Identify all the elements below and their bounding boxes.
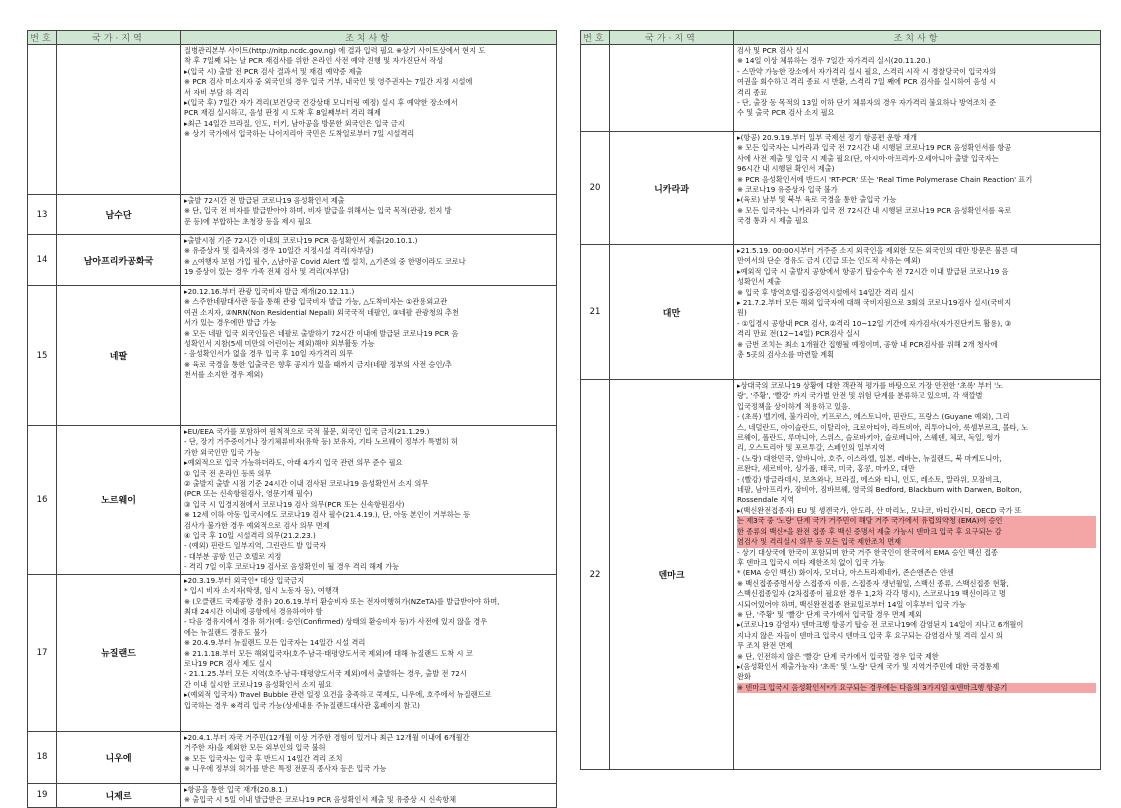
- measure-line: ※ 코로나19 유증상자 입국 불가: [737, 185, 838, 195]
- row-number: 21: [581, 245, 610, 380]
- measure-line: ※ 입국 후 방역호텔·집중검역시설에서 14일간 격리 실시: [737, 287, 914, 297]
- measure-line: 19 증상이 있는 경우 가족 전체 검사 및 격리(자부담): [184, 267, 349, 277]
- measure-line: 는 제3국 중 '노랑' 단계 국가 거주민이 해당 거주 국가에서 유럽의약청 (EMA)이 승인: [737, 516, 1096, 526]
- measure-line: ▸(항공) 20.9.19.부터 일부 국제선 정기 항공편 운항 재개: [737, 133, 917, 142]
- measure-line: 격리 만료 전(12~14일) PCR검사 실시: [737, 329, 860, 339]
- measure-line: ※ 덴마크 입국시 음성확인서*가 요구되는 경우에는 다음의 3가지임 ①덴마크행 항공기: [737, 683, 1096, 693]
- measure-line: 무 조치 완전 면제: [737, 641, 793, 651]
- measure-line: 가한 외국인만 입국 가능: [184, 447, 261, 457]
- measure-line: - 다음 경유지에서 경유 허가(예: 승인(Confirmed) 상태의 환승비자 등)가 사전에 있지 않을 경우: [184, 617, 488, 627]
- measure-line: 국경 통과 시 제출 필요: [737, 216, 809, 226]
- measure-line: ▸20.12.16.부터 관광 입국비자 발급 재개(20.12.11.): [184, 287, 355, 296]
- measure-line: 96시간 내 시행된 확인서 제출): [737, 164, 835, 174]
- measure-line: ※ 단, 입국 전 비자를 발급받아야 하며, 비자 발급을 위해서는 입국 목적(관광, 친지 방: [184, 206, 452, 216]
- measure-line: ※ 단, '주황' 및 '빨강' 단계 국가에서 입국할 경우 면제 제외: [737, 609, 922, 619]
- measure-line: - (빨강) 방글라데시, 보츠와나, 브라질, 에스와 티니, 인도, 레소토, 말라위, 모잠비크,: [737, 474, 1002, 484]
- measure-line: ▸(육로) 남부 및 북부 육로 국경을 통한 출입국 가능: [737, 195, 897, 205]
- measure-line: ※ 유증상자 및 접촉자의 경우 10일간 지정시설 격리(자부담): [184, 246, 374, 256]
- measure-line: ※ 14일 이상 체류하는 경우 7일간 자가격리 실시(20.11.20.): [737, 56, 931, 66]
- measure-line: 지나지 않은 자들이 덴마크 입국시 덴마크 입국 후 요구되는 감염검사 및 격리 실시 의: [737, 630, 1003, 640]
- measure-line: 서가 있는 경우에만 발급 가능: [184, 318, 277, 328]
- table-row: [581, 380, 1101, 770]
- measure-line: - 대부분 공항 인근 호텔로 지정: [184, 551, 282, 561]
- country-name: 네팔: [57, 286, 181, 426]
- measure-line: 여권 소지자, ②NRN(Non Residential Nepali) 외국국적 네팔인, ③네팔 관광청의 추천: [184, 307, 459, 317]
- header-number: 번호: [28, 31, 57, 45]
- measure-line: ▸EU/EEA 국가를 포함하여 원칙적으로 국적 불문, 외국인 입국 금지(21.1.29.): [184, 427, 430, 436]
- measure-line: 스백신접종일자 (2차접종이 필요한 경우 1,2차 각각 명시), 스코로나19 백신이라고 명: [737, 589, 1006, 599]
- table-row: [28, 195, 557, 235]
- country-name: 덴마크: [610, 380, 734, 770]
- header-measures: 조치사항: [734, 31, 1101, 45]
- measure-line: 입국하는 경우 ※격리 입국 가능(상세내용 주뉴질랜드대사관 홈페이지 참고): [184, 700, 420, 710]
- country-name: 남수단: [57, 195, 181, 235]
- measure-line: ※ 스주한네팔대사관 등을 통해 관광 입국비자 발급 가능, △도착비자는 ①관용외교관: [184, 297, 448, 307]
- table-row: [28, 45, 557, 195]
- country-name: 니제르: [57, 783, 181, 807]
- measure-line: ▸(백신완전접종자) EU 및 솅겐국가, 안도라, 산 마리노, 모나코, 바티칸시티, OECD 국가 또: [737, 505, 1022, 515]
- table-row: [581, 245, 1101, 380]
- measure-line: ② 출발지 출발 시점 기준 24시간 이내 검사된 코로나19 음성확인서 소지 의무: [184, 479, 429, 489]
- measure-line: ▸(음성확인서 제출가능자) '초록' 및 '노랑' 단계 국가 및 지역거주민에 대한 국경통제: [737, 661, 1000, 671]
- measure-line: 완화: [737, 672, 751, 682]
- measure-line: ▸20.4.1.부터 자국 거주민(12개월 이상 거주한 경험이 있거나 최근 12개월 이내에 6개월간: [184, 732, 470, 742]
- measures-cell: [181, 731, 557, 783]
- row-number: 19: [28, 783, 57, 807]
- left-table-body: [28, 45, 557, 808]
- left-table-panel: [27, 30, 557, 808]
- country-name: 노르웨이: [57, 426, 181, 575]
- measure-line: ▸(코로나19 감염자) 덴마크행 항공기 탑승 전 코로나19에 감염된지 14일이 지나고 6개월이: [737, 620, 1024, 630]
- measure-line: 거주한 자)을 제외한 모든 외부인의 입국 불허: [184, 743, 326, 753]
- row-number: 17: [28, 574, 57, 731]
- measure-line: ▸21.5.19. 00:00시부터 거주증 소지 외국인을 제외한 모든 외국인의 대만 방문은 불른 대: [737, 246, 1018, 255]
- row-number: 22: [581, 380, 610, 770]
- table-header-row: [28, 31, 557, 45]
- table-row: [581, 45, 1101, 132]
- header-country: 국가·지역: [57, 31, 181, 45]
- measure-line: 시되어있어야 하며, 백신완전접종 완료일로부터 14일 이후부터 입국 가능: [737, 599, 966, 609]
- measure-line: 여권을 회수하고 격리 종료 시 반환, 스격리 7일 째에 PCR 검사를 실시하여 음성 시: [737, 77, 997, 87]
- measure-line: 에는 뉴질랜드 경유도 불가: [184, 627, 268, 637]
- measure-line: ④ 입국 후 10일 시설격리 의무(21.2.23.): [184, 531, 316, 541]
- row-number: 15: [28, 286, 57, 426]
- table-row: [28, 286, 557, 426]
- measure-line: ※ 금번 조치는 최소 1개월간 집행될 예정이며, 공항 내 PCR검사를 위해 2개 청사에: [737, 339, 998, 349]
- country-name: 니우에: [57, 731, 181, 783]
- row-number: 14: [28, 235, 57, 286]
- measure-line: 로나19 PCR 검사 제도 실시: [184, 658, 273, 668]
- measure-line: ※ 니우에 정부의 허가를 받은 특정 전문직 종사자 등은 입국 가능: [184, 763, 387, 773]
- measure-line: - 상기 대상국에 한국이 포함되며 한국 거주 한국인이 한국에서 EMA 승인 백신 접종: [737, 547, 998, 557]
- measure-line: 최대 24시간 이내에 공항에서 경유하여야 함: [184, 606, 323, 616]
- row-number: 13: [28, 195, 57, 235]
- country-name: 남아프리카공화국: [57, 235, 181, 286]
- measure-line: ※ 모든 입국자는 입국 후 반드시 14일간 격리 조치: [184, 753, 343, 763]
- row-number: [28, 45, 57, 195]
- row-number: 18: [28, 731, 57, 783]
- measure-line: ※ △여행자 보험 가입 필수, △남아공 Covid Alert 앱 설치, △기존의 중 한명이라도 코로나: [184, 256, 466, 266]
- entry-restrictions-table-left: [27, 30, 557, 808]
- measure-line: 랑', '주황', '빨강' 까지 국가별 안전 및 위험 단계를 분류하고 있으며, 각 색깔별: [737, 391, 983, 401]
- right-table-panel: [580, 30, 1101, 770]
- measure-line: - ①입경시 공항내 PCR 검사, ②격리 10~12일 기간에 자가검사(자가진단키트 활용), ③: [737, 318, 1012, 328]
- measure-line: ▸(입국 후) 7일간 자가 격리(보건당국 건강상태 모니터링 예정) 실시 후 예약한 장소에서: [184, 98, 458, 108]
- measure-line: ※ (오클랜드 국제공항 경유) 20.6.19.부터 환승비자 또는 전자여행허가(NZeTA)를 발급받아야 하며,: [184, 596, 500, 606]
- measure-line: ▸최근 14일간 브라질, 인도, 터키, 남아공을 방문한 외국인은 입국 금지: [184, 118, 405, 128]
- measure-line: - 격리 7일 이후 코로나19 검사로 음성확인이 될 경우 격리 해제 가능: [184, 562, 400, 572]
- country-name: 대만: [610, 245, 734, 380]
- row-number: 16: [28, 426, 57, 575]
- measure-line: 착 후 7일째 되는 날 PCR 재검사를 위한 온라인 사전 예약 진행 및 자가진단서 작성: [184, 56, 444, 66]
- country-name: [610, 45, 734, 132]
- measure-line: ※ 단, 인전하지 않은 '빨강' 단계 국가에서 입국할 경우 입국 제한: [737, 651, 939, 661]
- row-number: [581, 45, 610, 132]
- table-header-row: [581, 31, 1101, 45]
- measure-line: 르완다, 세르비아, 싱가폴, 태국, 미국, 홍콩, 마카오, 대만: [737, 464, 915, 474]
- measure-line: 염검사 및 격리실시 의무 등 모든 입국 제한조치 면제: [737, 537, 1096, 547]
- measure-line: 서 자비 부담 하 격리: [184, 87, 249, 97]
- measure-line: - 단, 출장 등 목적의 13일 이하 단기 체류자의 경우 자가격리 불요하나 방역조치 준: [737, 98, 996, 108]
- country-name: [57, 45, 181, 195]
- header-number: 번호: [581, 31, 610, 45]
- measure-line: 검사가 불가한 경우 예외적으로 검사 의무 면제: [184, 520, 330, 530]
- table-row: [28, 426, 557, 575]
- measure-line: ▸ 21.7.2.부터 모든 해외 입국자에 대해 국비지원으로 3회의 코로나19검사 실시(국비지: [737, 298, 1012, 308]
- measure-line: ※ 21.1.18.부터 모든 해외입국자(호주·남극·태평양도서국 제외)에 대해 뉴질랜드 도착 시 코: [184, 648, 473, 658]
- measure-line: ※ 20.4.9.부터 뉴질랜드 모든 입국자는 14일간 시설 격리: [184, 638, 366, 648]
- measure-line: - (노랑) 대한민국, 알바니아, 호주, 이스라엘, 일본, 레바논, 뉴질랜드, 북 마케도니아,: [737, 453, 1002, 463]
- measure-line: ※ 모든 입국자는 니카라과 입국 전 72시간 내 시행된 코로나19 PCR 음성확인서를 육로: [737, 205, 1012, 215]
- measure-line: * 입시 비자 소지자(학생, 임시 노동자 등), 여행객: [184, 586, 339, 596]
- table-row: [28, 235, 557, 286]
- measure-line: 스, 네덜란드, 아이슬란드, 이탈리아, 크로아티아, 라트비아, 리투아니아, 룩셈부르크, 몰타, 노: [737, 422, 1029, 432]
- measure-line: 검사 및 PCR 검사 실시: [737, 46, 810, 55]
- measure-line: 리, 오스트리아 및 포르투갈, 스페인의 일부지역: [737, 443, 885, 453]
- header-country: 국가·지역: [610, 31, 734, 45]
- measure-line: 천서를 소지한 경우 제외): [184, 370, 264, 380]
- measure-line: ※ 육로 국경을 통한 입출국은 향후 공지가 있을 때까지 금지(네팔 정부의 사전 승인/추: [184, 359, 452, 369]
- measure-line: ▸출발 72시간 전 발급된 코로나19 음성확인서 제출: [184, 196, 345, 205]
- measure-line: ▸예외적 입국 시 출발지 공항에서 항공기 탑승수속 전 72시간 이내 발급된 코로나19 음: [737, 266, 1009, 276]
- table-row: [581, 132, 1101, 245]
- measure-line: ▸상대국의 코로나19 상황에 대한 객관적 평가를 바탕으로 가장 안전한 '초록' 부터 '노: [737, 381, 1003, 390]
- row-number: 20: [581, 132, 610, 245]
- measures-cell: [181, 426, 557, 575]
- header-measures: 조치사항: [181, 31, 557, 45]
- measure-line: ※ 모든 네팔 입국 외국인들은 네팔로 출발하기 72시간 이내에 발급된 코로나19 PCR 음: [184, 328, 459, 338]
- measure-line: - 스만약 가능한 장소에서 자가격리 실시 필요, 스격리 시작 시 경찰당국이 입국자의: [737, 66, 997, 76]
- measures-cell: [734, 380, 1101, 770]
- measure-line: ① 입국 전 온라인 등록 의무: [184, 468, 272, 478]
- measure-line: ※ 상기 국가에서 입국하는 나이지리아 국민은 도착일로부터 7일 시설격리: [184, 129, 415, 139]
- measure-line: 문 등)에 부합하는 초청장 등을 제시 필요: [184, 216, 312, 226]
- measure-line: 질병관리본부 사이트(http://nitp.ncdc.gov.ng) 에 결과 입력 필요 ※상기 사이트상에서 현지 도: [184, 46, 486, 55]
- measure-line: 성확인서 제출: [737, 277, 781, 287]
- measure-line: 사에 사전 제출 및 입국 시 제출 필요(단, 아시아·아프리카·오세아니아 출발 입국자는: [737, 153, 999, 163]
- measures-cell: [734, 45, 1101, 132]
- measure-line: ※ 모든 입국자는 니카라과 입국 전 72시간 내 시행된 코로나19 PCR 음성확인서를 항공: [737, 143, 1012, 153]
- measure-line: ▸출발시점 기준 72시간 이내의 코로나19 PCR 음성확인서 제출(20.10.1.): [184, 236, 418, 245]
- measure-line: ▸20.3.19.부터 외국인* 대상 입국금지: [184, 575, 305, 585]
- measure-line: ※ 12세 이하 아동 입국시에도 코로나19 검사 필수(21.4.19.), 단, 아동 본인이 거부하는 등: [184, 510, 471, 520]
- table-row: [28, 731, 557, 783]
- measure-line: ③ 입국 시 입경지점에서 코로나19 검사 의무(PCR 또는 신속항원검사): [184, 499, 405, 509]
- measure-line: - 21.1.25.부터 모든 지역(호주·남극·태평양도서국 제외)에서 출발하는 경우, 출발 전 72시: [184, 669, 467, 679]
- measures-cell: [181, 286, 557, 426]
- measure-line: ※ 백신접종증명서상 스접종자 이름, 스접종자 생년월일, 스백신 종류, 스백신접종 현황,: [737, 578, 1009, 588]
- measure-line: 간 이내 실시한 코로나19 음성확인서 소지 필요: [184, 679, 332, 689]
- table-row: [28, 783, 557, 807]
- measure-line: - 음성확인서가 없을 경우 입국 후 10일 자가격리 의무: [184, 349, 353, 359]
- measures-cell: [181, 195, 557, 235]
- measures-cell: [181, 235, 557, 286]
- measure-line: 후 덴마크 입국시 여타 제한조치 없이 입국 가능: [737, 557, 885, 567]
- measure-line: 수 및 출국 PCR 검사 소지 필요: [737, 108, 835, 118]
- measure-line: ※ PCR 음성확인서에 반드시 'RT-PCR' 또는 'Real Time Polymerase Chain Reaction' 표기: [737, 174, 1033, 184]
- measure-line: ※ 출입국 시 5일 이내 발급받은 코로나19 PCR 음성확인서 제출 및 유증상 시 신속항체: [184, 795, 457, 805]
- measures-cell: [181, 783, 557, 807]
- measure-line: * (EMA 승인 백신) 화이자, 모더나, 아스트라제네카, 존슨앤존슨 얀센: [737, 568, 954, 578]
- measure-line: (PCR 또는 신속항원검사, 영문기재 필수): [184, 489, 313, 499]
- measure-line: Rossendale 지역: [737, 495, 795, 505]
- measure-line: 한 종류의 백신*을 완전 접종 후 백신 증명서 제출 가능시 덴마크 입국 후 요구되는 감: [737, 527, 1096, 537]
- right-table-body: [581, 45, 1101, 770]
- country-name: 뉴질랜드: [57, 574, 181, 731]
- measure-line: - (예외) 핀란드 일부지역, 그린란드 발 입국자: [184, 541, 327, 551]
- measure-line: ▸예외적으로 입국 가능하더라도, 아래 4가지 입국 관련 의무 준수 필요: [184, 458, 403, 468]
- measure-line: - 단, 장기 거주증이거나 장기체류비자(유학 등) 보유자, 기타 노르웨이 정부가 특별히 허: [184, 437, 458, 447]
- measures-cell: [181, 574, 557, 731]
- measure-line: 격리 종료: [737, 87, 768, 97]
- measures-cell: [734, 132, 1101, 245]
- measure-line: 총 5곳의 검사소를 마련할 계획: [737, 350, 835, 360]
- measure-line: 르웨이, 폴란드, 루마니아, 스위스, 슬로바키아, 슬로베니아, 스웨덴, 체코, 독일, 헝가: [737, 433, 1001, 443]
- measure-line: 네팔, 남아프리카, 잠비아, 짐바브웨, 영국의 Bedford, Blackburn with Darwen, Bolton,: [737, 485, 1022, 495]
- measure-line: 성확인서 지참(5세 미만의 어린이는 제외)해야 외부활동 가능: [184, 339, 375, 349]
- measure-line: 원): [737, 308, 747, 318]
- measure-line: PCR 재검 실시하고, 음성 판정 시 도착 후 8일째부터 격리 해제: [184, 108, 381, 118]
- country-name: 니카라과: [610, 132, 734, 245]
- measure-line: ▸항공을 통한 입국 재개(20.8.1.): [184, 784, 288, 794]
- measures-cell: [734, 245, 1101, 380]
- measures-cell: [181, 45, 557, 195]
- measure-line: ▸(입국 시) 출발 전 PCR 검사 결과서 및 재검 예약증 제출: [184, 66, 363, 76]
- measure-line: 만여서의 단순 경유도 금지 (긴급 또는 인도적 사유는 예외): [737, 256, 921, 266]
- measure-line: 입국정책을 상이하게 적용하고 있음.: [737, 401, 851, 411]
- measure-line: ※ PCR 검사 미소지자 중 외국인의 경우 입국 거부, 내국인 및 영주권자는 7일간 지정 시설에: [184, 77, 473, 87]
- measure-line: ▸(예외적 입국자) Travel Bubble 관련 일정 요건을 충족하고 쿡제도, 니우에, 호주에서 뉴질랜드로: [184, 690, 492, 700]
- table-row: [28, 574, 557, 731]
- entry-restrictions-table-right: [580, 30, 1101, 770]
- measure-line: - (초록) 벨기에, 불가리아, 키프로스, 에스토니아, 핀란드, 프랑스 (Guyane 예외), 그리: [737, 412, 1010, 422]
